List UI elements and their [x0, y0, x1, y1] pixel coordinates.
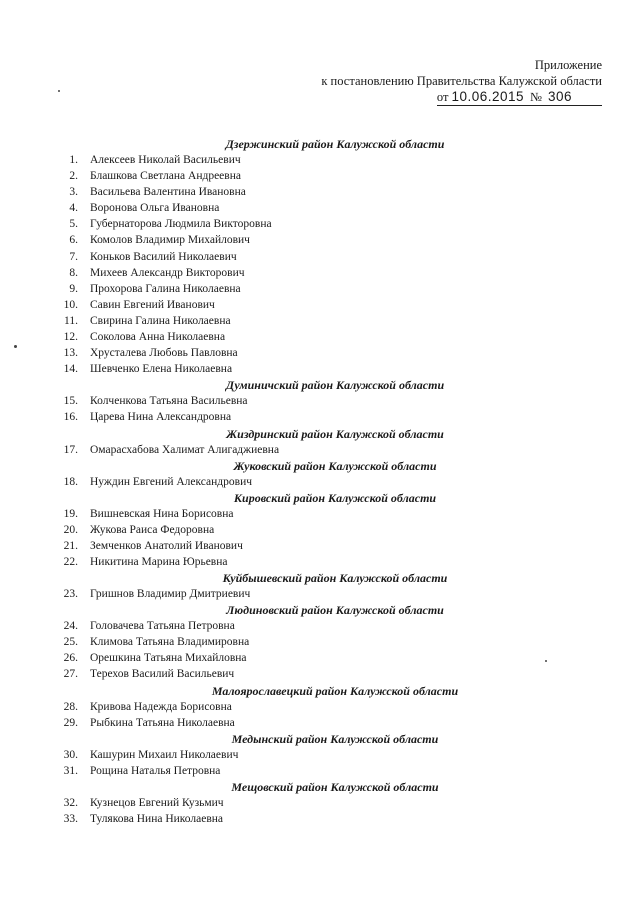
item-number: 13.: [63, 347, 78, 360]
person-name: Воронова Ольга Ивановна: [90, 202, 220, 215]
item-number: 31.: [63, 764, 78, 777]
list-item: [0, 313, 640, 329]
scan-speck: [58, 90, 60, 92]
item-number: 6.: [69, 234, 78, 247]
person-name: Царева Нина Александровна: [90, 411, 232, 424]
list-item: [0, 586, 640, 602]
item-number: 10.: [63, 298, 78, 311]
item-number: 4.: [69, 202, 78, 215]
item-number: 1.: [69, 154, 78, 166]
person-name: Михеев Александр Викторович: [90, 266, 245, 279]
item-number: 33.: [63, 813, 78, 825]
item-number: 23.: [63, 588, 78, 601]
list-item: [0, 699, 640, 715]
person-name: Хрусталева Любовь Павловна: [90, 347, 238, 360]
district-heading: Думиничский район Калужской области: [225, 378, 445, 393]
district-heading: Малоярославецкий район Калужской области: [211, 683, 459, 698]
appendix-subtitle: к постановлению Правительства Калужской области: [321, 74, 602, 88]
list-item: [0, 795, 640, 811]
list-item: [0, 152, 640, 168]
resolution-reference: [321, 89, 602, 106]
item-number: 14.: [63, 363, 78, 376]
person-name: Губернаторова Людмила Викторовна: [90, 218, 272, 231]
list-item: [0, 345, 640, 361]
person-name: Рыбкина Татьяна Николаевна: [90, 716, 235, 729]
list-item: [0, 184, 640, 200]
item-number: 16.: [63, 411, 78, 424]
list-item: [0, 474, 640, 490]
person-name: Нуждин Евгений Александрович: [90, 475, 253, 488]
list-item: [0, 506, 640, 522]
district-heading: Жуковский район Калужской области: [233, 458, 437, 473]
item-number: 5.: [69, 218, 78, 231]
list-item: [0, 249, 640, 265]
list-item: [0, 281, 640, 297]
item-number: 2.: [69, 170, 78, 183]
list-item: [0, 634, 640, 650]
person-name: Никитина Марина Юрьевна: [90, 555, 228, 568]
item-number: 24.: [63, 620, 78, 633]
item-number: 22.: [63, 555, 78, 568]
person-name: Рощина Наталья Петровна: [90, 764, 221, 777]
list-item: [0, 442, 640, 458]
item-number: 18.: [63, 475, 78, 488]
item-number: 11.: [64, 314, 78, 327]
list-item: [0, 329, 640, 345]
list-item: [0, 265, 640, 281]
list-item: [0, 393, 640, 409]
item-number: 8.: [69, 266, 78, 279]
item-number: 32.: [63, 796, 78, 809]
item-number: 17.: [63, 443, 78, 456]
person-name: Вишневская Нина Борисовна: [90, 507, 234, 520]
list-item: [0, 811, 640, 827]
scan-speck: [14, 345, 17, 348]
district-heading: Мещовский район Калужской области: [231, 779, 439, 794]
person-name: Кузнецов Евгений Кузьмич: [90, 796, 224, 809]
list-item: [0, 200, 640, 216]
item-number: 20.: [63, 523, 78, 536]
person-name: Колченкова Татьяна Васильевна: [90, 395, 248, 408]
list-item: [0, 216, 640, 232]
date-prefix: от: [436, 90, 449, 104]
person-name: Орешкина Татьяна Михайловна: [90, 652, 247, 665]
item-number: 29.: [63, 716, 78, 729]
document-header: [321, 57, 602, 106]
recipients-list: [0, 136, 640, 827]
item-number: 15.: [63, 395, 78, 408]
resolution-number: 306: [547, 89, 572, 104]
person-name: Коньков Василий Николаевич: [90, 250, 237, 263]
list-item: [0, 618, 640, 634]
scan-speck: [545, 660, 547, 662]
list-item: [0, 554, 640, 570]
list-item: [0, 715, 640, 731]
person-name: Прохорова Галина Николаевна: [90, 282, 241, 295]
list-item: [0, 297, 640, 313]
date-number-line: [437, 89, 602, 106]
person-name: Кашурин Михаил Николаевич: [90, 748, 239, 761]
list-item: [0, 650, 640, 666]
item-number: 25.: [63, 636, 78, 649]
item-number: 3.: [69, 186, 78, 199]
list-item: [0, 763, 640, 779]
person-name: Терехов Василий Васильевич: [90, 668, 235, 681]
list-item: [0, 538, 640, 554]
number-prefix: №: [530, 90, 542, 104]
person-name: Омарасхабова Халимат Алигаджиевна: [90, 443, 280, 456]
person-name: Соколова Анна Николаевна: [90, 331, 226, 344]
item-number: 9.: [69, 282, 78, 295]
person-name: Васильева Валентина Ивановна: [90, 186, 246, 199]
district-heading: Людиновский район Калужской области: [226, 603, 444, 618]
list-item: [0, 747, 640, 763]
person-name: Головачева Татьяна Петровна: [90, 620, 235, 633]
person-name: Жукова Раиса Федоровна: [90, 523, 215, 536]
list-item: [0, 361, 640, 377]
list-item: [0, 168, 640, 184]
item-number: 12.: [63, 331, 78, 344]
item-number: 21.: [63, 539, 78, 552]
item-number: 19.: [63, 507, 78, 520]
person-name: Гришнов Владимир Дмитриевич: [90, 588, 251, 601]
person-name: Тулякова Нина Николаевна: [90, 813, 224, 825]
person-name: Шевченко Елена Николаевна: [90, 363, 233, 376]
district-heading: Кировский район Калужской области: [233, 490, 437, 505]
person-name: Савин Евгений Иванович: [90, 298, 215, 311]
person-name: Алексеев Николай Васильевич: [90, 154, 241, 166]
appendix-title: Приложение: [534, 58, 602, 72]
item-number: 30.: [63, 748, 78, 761]
person-name: Кривова Надежда Борисовна: [90, 700, 232, 713]
list-item: [0, 232, 640, 248]
list-item: [0, 522, 640, 538]
resolution-date: 10.06.2015: [451, 89, 525, 104]
person-name: Комолов Владимир Михайлович: [90, 234, 250, 247]
item-number: 28.: [63, 700, 78, 713]
item-number: 26.: [63, 652, 78, 665]
district-heading: Дзержинский район Калужской области: [225, 137, 445, 151]
list-item: [0, 409, 640, 425]
item-number: 27.: [63, 668, 78, 681]
district-heading: Жиздринский район Калужской области: [226, 426, 444, 441]
person-name: Свирина Галина Николаевна: [90, 314, 231, 327]
district-heading: Куйбышевский район Калужской области: [222, 571, 448, 586]
item-number: 7.: [69, 250, 78, 263]
list-item: [0, 666, 640, 682]
district-heading: Медынский район Калужской области: [231, 731, 439, 746]
person-name: Климова Татьяна Владимировна: [90, 636, 250, 649]
person-name: Земченков Анатолий Иванович: [90, 539, 243, 552]
person-name: Блашкова Светлана Андреевна: [90, 170, 241, 183]
